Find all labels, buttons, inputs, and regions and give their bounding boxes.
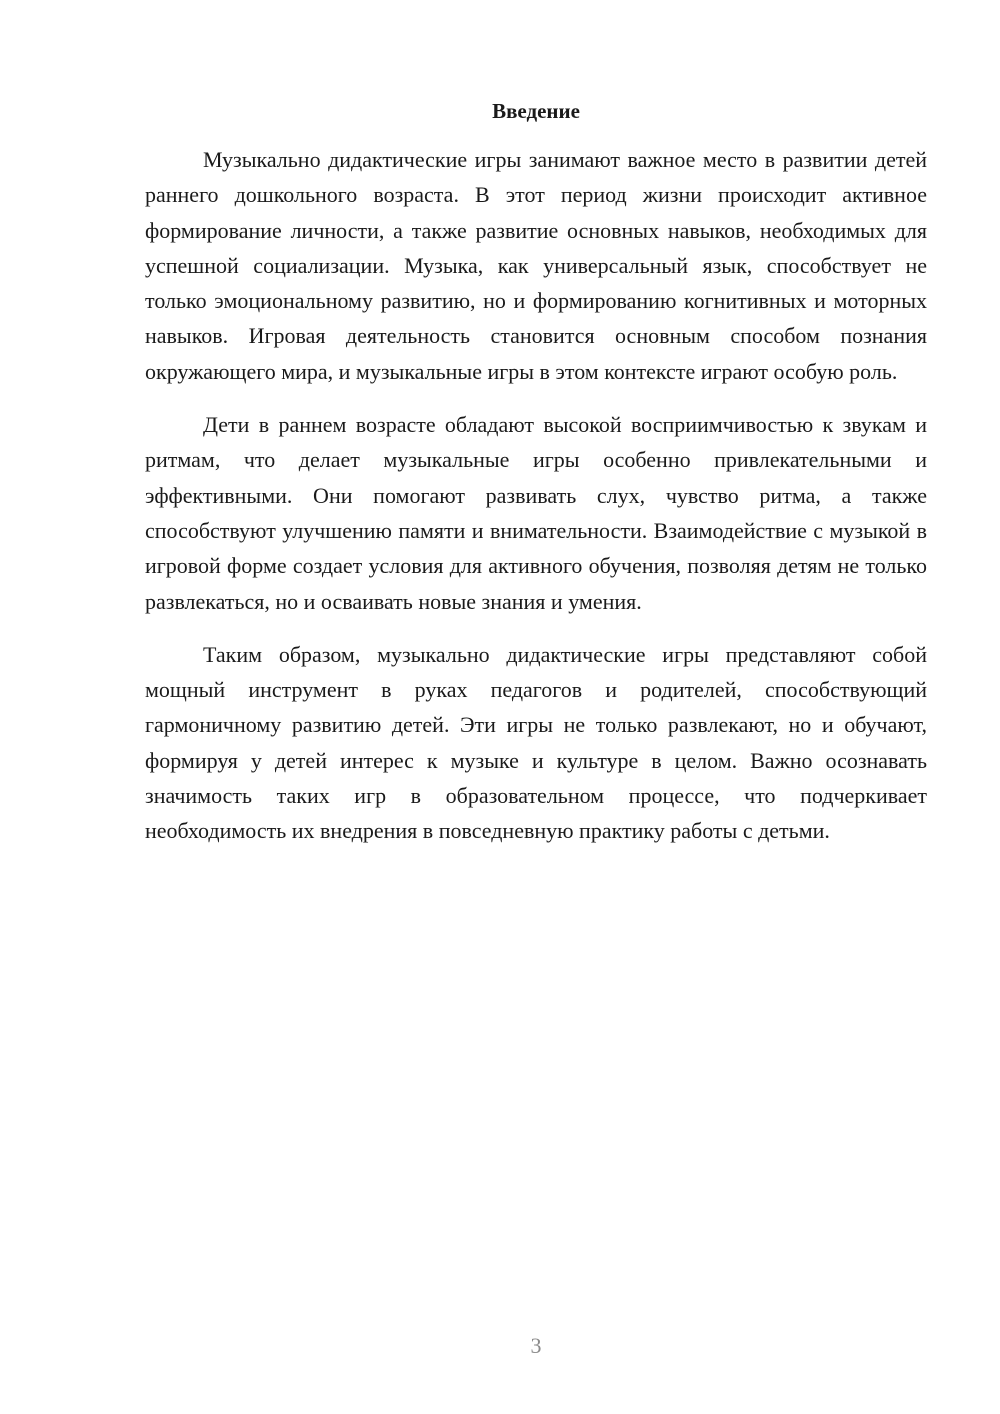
paragraph-2: Дети в раннем возрасте обладают высокой восприимчивостью к звукам и ритмам, что делает музыкальные игры особенно привлекательными и эффективными. Они помогают развивать слух, чувство ритма, а также способствуют улучшению памяти и внимательности. Взаимодействие с музыкой в игровой форме создает условия для активного обучения, позволяя детям не только развлекаться, но и осваивать новые знания и умения. <box>145 412 927 614</box>
body-text <box>145 142 927 867</box>
paragraph-1: Музыкально дидактические игры занимают важное место в развитии детей раннего дошкольного возраста. В этот период жизни происходит активное формирование личности, а также развитие основных навыков, необходимых для успешной социализации. Музыка, как универсальный язык, способствует не только эмоциональному развитию, но и формированию когнитивных и моторных навыков. Игровая деятельность становится основным способом познания окружающего мира, и музыкальные игры в этом контексте играют особую роль. <box>145 147 927 384</box>
page-number: 3 <box>530 1333 542 1358</box>
section-title: Введение <box>492 99 580 123</box>
paragraph-3: Таким образом, музыкально дидактические игры представляют собой мощный инструмент в руках педагогов и родителей, способствующий гармоничному развитию детей. Эти игры не только развлекают, но и обучают, формируя у детей интерес к музыке и культуре в целом. Важно осознавать значимость таких игр в образовательном процессе, что подчеркивает необходимость их внедрения в повседневную практику работы с детьми. <box>145 641 927 844</box>
